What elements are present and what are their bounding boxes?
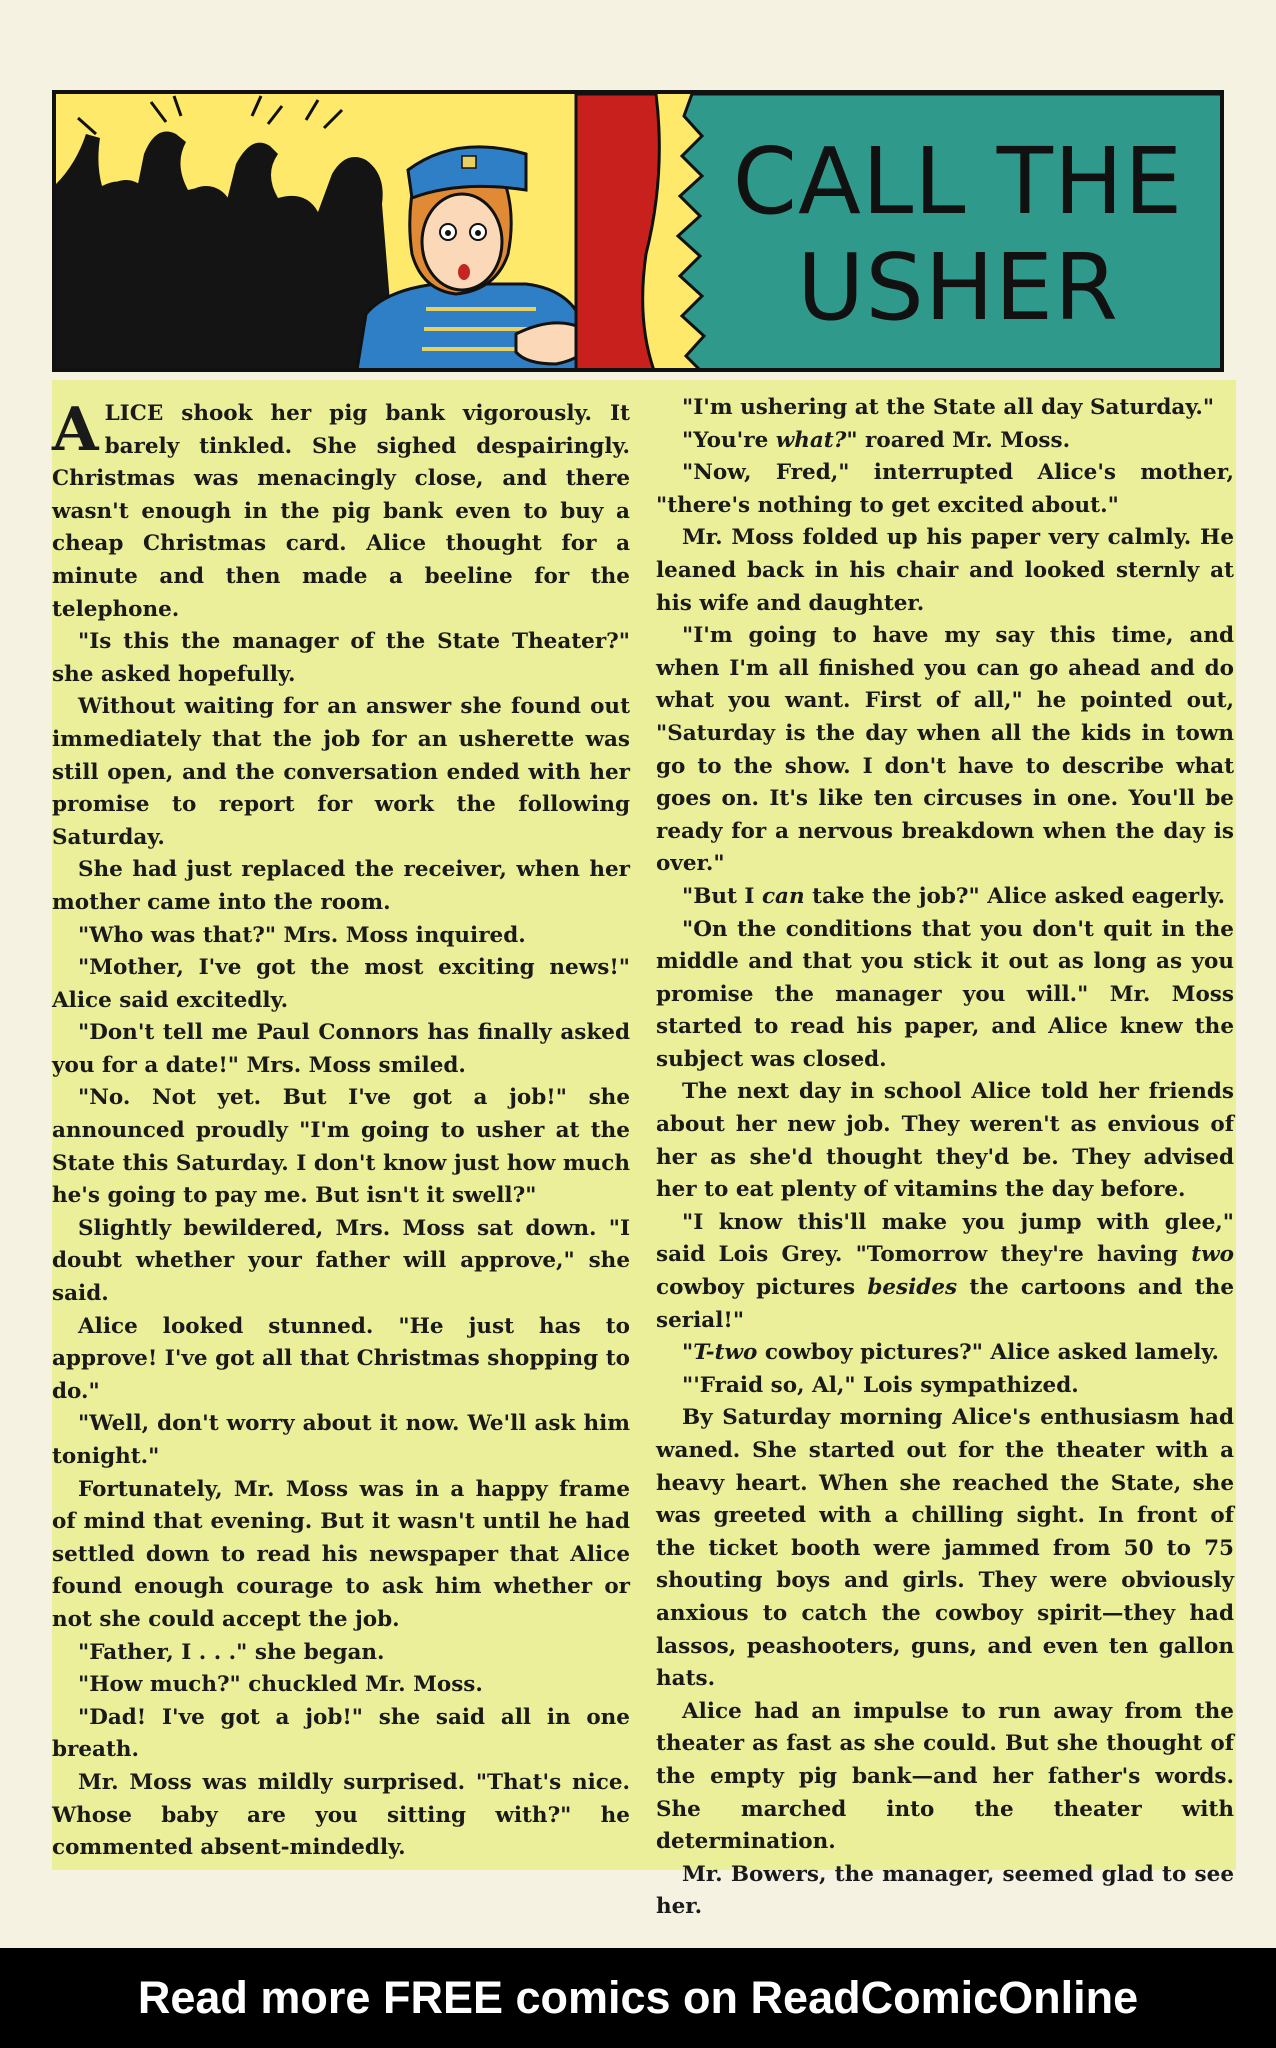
promo-banner[interactable] — [0, 1948, 1276, 2048]
left-column — [52, 395, 630, 1865]
paragraph: "Well, don't worry about it now. We'll ask him tonight." — [52, 1411, 630, 1469]
text-run: cowboy pictures — [656, 1275, 868, 1301]
paragraph: The next day in school Alice told her friends about her new job. They weren't as envious of her as she'd thought they'd be. They advised her to eat plenty of vitamins the day before. — [656, 1079, 1234, 1203]
paragraph: "Now, Fred," interrupted Alice's mother, "there's nothing to get excited about." — [656, 460, 1234, 518]
emphasis: what? — [775, 427, 847, 453]
emphasis: T-two — [693, 1340, 758, 1366]
paragraph — [656, 1337, 1234, 1370]
text-run: "But I — [682, 883, 762, 909]
paragraph: Without waiting for an answer she found out immediately that the job for an usherette was still open, and the conversation ended with her promise to report for work the following Saturday. — [52, 694, 630, 850]
text-run: the cartoons and the serial!" — [656, 1275, 1235, 1333]
paragraph — [52, 395, 630, 626]
paragraph: "I'm going to have my say this time, and when I'm all finished you can go ahead and do what you want. First of all," he pointed out, "Saturday is the day when all the kids in town go to the show. I don't have to describe what goes on. It's like ten circuses in one. You'll be ready for a nervous breakdown when the day is over." — [656, 623, 1234, 877]
paragraph: "Is this the manager of the State Theater?" she asked hopefully. — [52, 629, 630, 687]
paragraph: "No. Not yet. But I've got a job!" she announced proudly "I'm going to usher at the State this Saturday. I don't know just how much he's going to pay me. But isn't it swell?" — [52, 1085, 630, 1209]
title-line-2: USHER — [797, 234, 1119, 341]
text-run: "You're — [682, 427, 776, 453]
paragraph: Slightly bewildered, Mrs. Moss sat down. "I doubt whether your father will approve," she said. — [52, 1215, 630, 1307]
paragraph — [656, 425, 1234, 458]
paragraph: Mr. Moss was mildly surprised. "That's nice. Whose baby are you sitting with?" he commented absent-mindedly. — [52, 1769, 630, 1861]
paragraph — [656, 1207, 1234, 1337]
story-text-area — [52, 380, 1236, 1920]
paragraph: "How much?" chuckled Mr. Moss. — [78, 1672, 483, 1698]
paragraph: She had just replaced the receiver, when her mother came into the room. — [52, 857, 630, 915]
text-run: take the job?" Alice asked eagerly. — [804, 883, 1225, 909]
paragraph: "I'm ushering at the State all day Saturday." — [682, 395, 1215, 420]
text-run: cowboy pictures?" Alice asked lamely. — [757, 1340, 1219, 1366]
paragraph: "Don't tell me Paul Connors has finally asked you for a date!" Mrs. Moss smiled. — [52, 1020, 630, 1078]
emphasis: besides — [867, 1275, 958, 1301]
emphasis: two — [1191, 1242, 1234, 1268]
paragraph: Alice had an impulse to run away from the theater as fast as she could. But she thought of the empty pig bank—and her father's words. She marched into the theater with determination. — [656, 1698, 1234, 1855]
paragraph — [656, 881, 1234, 914]
paragraph: "'Fraid so, Al," Lois sympathized. — [682, 1372, 1079, 1398]
text-run: " roared Mr. Moss. — [846, 427, 1071, 453]
paragraph: By Saturday morning Alice's enthusiasm had waned. She started out for the theater with a heavy heart. When she reached the State, she was greeted with a chilling sight. In front of the ticket booth were jammed from 50 to 75 shouting boys and girls. They were obviously anxious to catch the cowboy spirit—they had lassos, peashooters, guns, and even ten gallon hats. — [656, 1405, 1234, 1692]
paragraph: Mr. Bowers, the manager, seemed glad to see her. — [656, 1861, 1234, 1920]
paragraph: Fortunately, Mr. Moss was in a happy frame of mind that evening. But it wasn't until he had settled down to read his newspaper that Alice found enough courage to ask him whether or not she could accept the job. — [52, 1476, 630, 1632]
paragraph: Alice looked stunned. "He just has to approve! I've got all that Christmas shopping to do." — [52, 1313, 630, 1404]
paragraph: "Father, I . . ." she began. — [78, 1639, 385, 1665]
story-title — [692, 94, 1224, 368]
paragraph: "On the conditions that you don't quit in the middle and that you stick it out as long as you promise the manager you will." Mr. Moss started to read his paper, and Alice knew the subject was closed. — [656, 916, 1234, 1072]
paragraph: "Mother, I've got the most exciting news!" Alice said excitedly. — [52, 955, 630, 1013]
paragraph: "Who was that?" Mrs. Moss inquired. — [78, 922, 526, 948]
right-column — [656, 392, 1234, 1924]
title-splash-panel — [52, 90, 1224, 372]
drop-cap: A — [52, 395, 99, 465]
text-run: " — [682, 1340, 694, 1366]
paragraph-text: LICE shook her pig bank vigorously. It barely tinkled. She sighed despairingly. Christmas was menacingly close, and there wasn't enough in the pig bank even to buy a cheap Christmas card. Alice thought for a minute and then made a beeline for the telephone. — [52, 401, 630, 622]
emphasis: can — [761, 883, 805, 909]
paragraph: "Dad! I've got a job!" she said all in one breath. — [52, 1704, 630, 1763]
paragraph: Mr. Moss folded up his paper very calmly. He leaned back in his chair and looked sternly at his wife and daughter. — [656, 525, 1234, 616]
title-line-1: CALL THE — [732, 128, 1184, 235]
promo-banner-text: Read more FREE comics on ReadComicOnline — [137, 1972, 1139, 2023]
text-run: "I know this'll make you jump with glee," said Lois Grey. "Tomorrow they're having — [656, 1209, 1234, 1268]
